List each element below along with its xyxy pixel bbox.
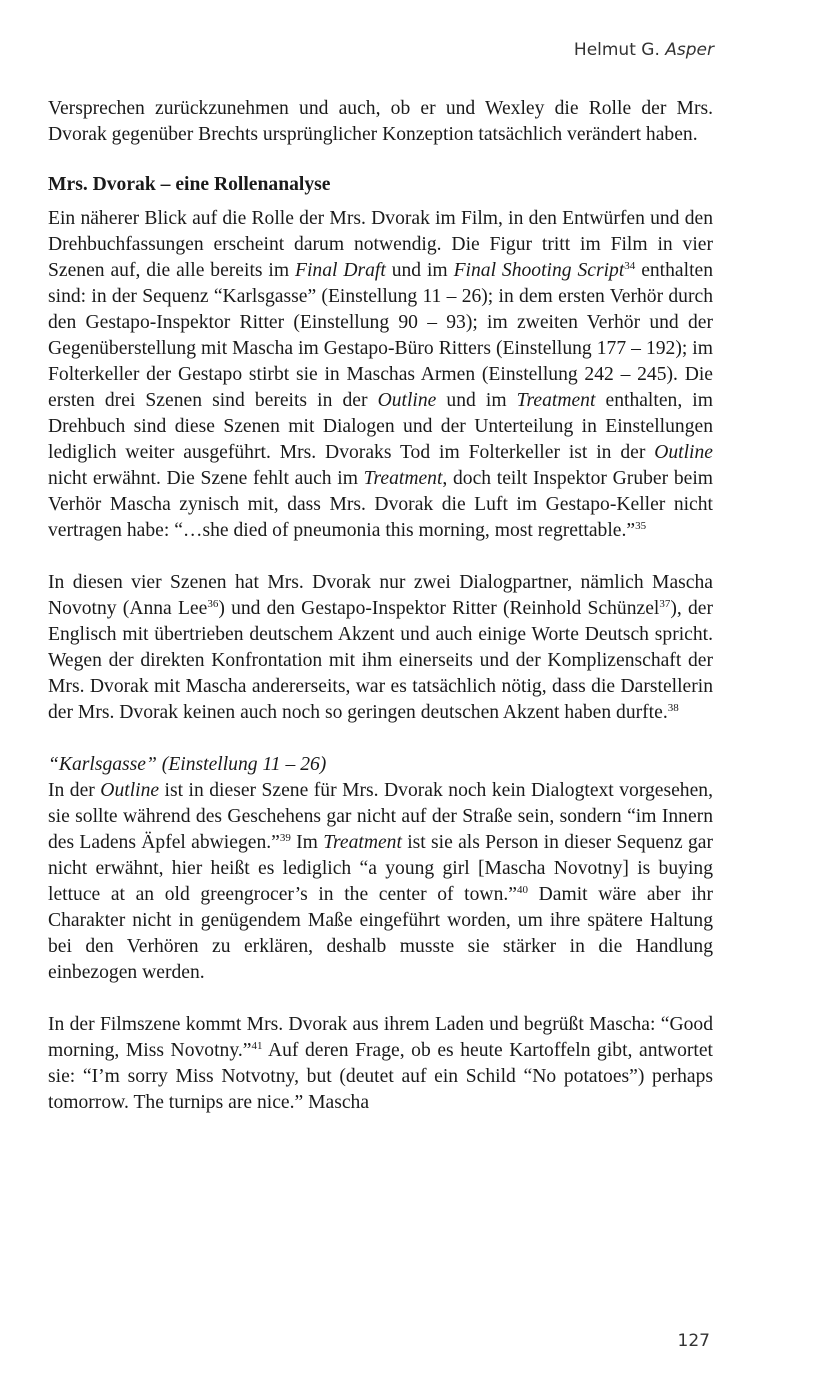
footnote-ref: 40 bbox=[516, 884, 528, 896]
footnote-ref: 34 bbox=[624, 260, 636, 272]
header-author-surname: Asper bbox=[665, 40, 714, 60]
section-heading: Mrs. Dvorak – eine Rollenanalyse bbox=[48, 174, 331, 195]
footnote-ref: 41 bbox=[251, 1040, 263, 1052]
header-author-name: Helmut G. bbox=[573, 40, 666, 60]
paragraph-4: In der Filmszene kommt Mrs. Dvorak aus ihrem Laden und begrüßt Mascha: “Good morning, Miss Novotny.”$^{41}$ Auf deren Frage, ob es heute Kartoffeln gibt, antwortet sie: “I’m sorry Miss Notvotny, but (deutet auf ein Schild “No potatoes”) perhaps tomorrow. The turnips are nice.” Mascha bbox=[48, 1014, 714, 1113]
text-body bbox=[48, 96, 713, 1116]
paragraph-3: In der Outline ist in dieser Szene für Mrs. Dvorak noch kein Dialogtext vorgesehen, sie sollte während des Geschehens gar nicht auf der Straße sein, sondern “im Innern des Ladens Äpfel abwiegen.”$^{39}$ Im Treatment ist sie als Person in dieser Sequenz gar nicht erwähnt, hier heißt es lediglich “a young girl [Mascha Novotny] is buying lettuce at an old greengrocer’s in the center of town.”$^{40}$ Damit wäre aber ihr Charakter nicht in genügendem Maße eingeführt worden, um ihre spätere Haltung bei den Verhören zu erklären, deshalb musste sie stärker in die Handlung einbezogen werden. bbox=[48, 780, 714, 983]
continuation-paragraph: Versprechen zurückzunehmen und auch, ob er und Wexley die Rolle der Mrs. Dvorak gegenüber Brechts ursprünglicher Konzeption tatsächlich verändert haben. bbox=[48, 98, 713, 145]
paragraph-2: In diesen vier Szenen hat Mrs. Dvorak nur zwei Dialogpartner, nämlich Mascha Novotny (Anna Lee$^{36}$) und den Gestapo-Inspektor Ritter (Reinhold Schünzel$^{37}$), der Englisch mit übertrieben deutschem Akzent und auch einige Worte Deutsch spricht. Wegen der direkten Konfrontation mit ihm einerseits und der Komplizenschaft der Mrs. Dvorak mit Mascha andererseits, war es tatsächlich nötig, dass die Darstellerin der Mrs. Dvorak keinen auch noch so geringen deutschen Akzent haben durfte.$^{38}$ bbox=[48, 572, 713, 723]
subsection-heading: “Karlsgasse” (Einstellung 11 – 26) bbox=[48, 754, 327, 775]
paragraph-1: Ein näherer Blick auf die Rolle der Mrs. Dvorak im Film, in den Entwürfen und den Drehbuchfassungen erscheint darum notwendig. Die Figur tritt im Film in vier Szenen auf, die alle bereits im Final Draft und im Final Shooting Script$^{34}$ enthalten sind: in der Sequenz “Karlsgasse” (Einstellung 11 – 26); in dem ersten Verhör durch den Gestapo-Inspektor Ritter (Einstellung 90 – 93); im zweiten Verhör und der Gegenüberstellung mit Mascha im Gestapo-Büro Ritters (Einstellung 177 – 192); im Folterkeller der Gestapo stirbt sie in Maschas Armen (Einstellung 242 – 245). Die ersten drei Szenen sind bereits in der Outline und im Treatment enthalten, im Drehbuch sind diese Szenen mit Dialogen und der Unterteilung in Einstellungen lediglich weiter ausgeführt. Mrs. Dvoraks Tod im Folterkeller ist in der Outline nicht erwähnt. Die Szene fehlt auch im Treatment, doch teilt Inspektor Gruber beim Verhör Mascha zynisch mit, dass Mrs. Dvorak die Luft im Gestapo-Keller nicht vertragen habe: “…she died of pneumonia this morning, most regrettable.”$^{35}$ bbox=[48, 208, 714, 541]
page-number: 127 bbox=[677, 1331, 710, 1351]
footnote-ref: 36 bbox=[207, 598, 219, 610]
footnote-ref: 35 bbox=[635, 520, 647, 532]
footnote-ref: 38 bbox=[667, 702, 679, 714]
footnote-ref: 37 bbox=[659, 598, 671, 610]
footnote-ref: 39 bbox=[279, 832, 291, 844]
running-header bbox=[574, 40, 714, 60]
